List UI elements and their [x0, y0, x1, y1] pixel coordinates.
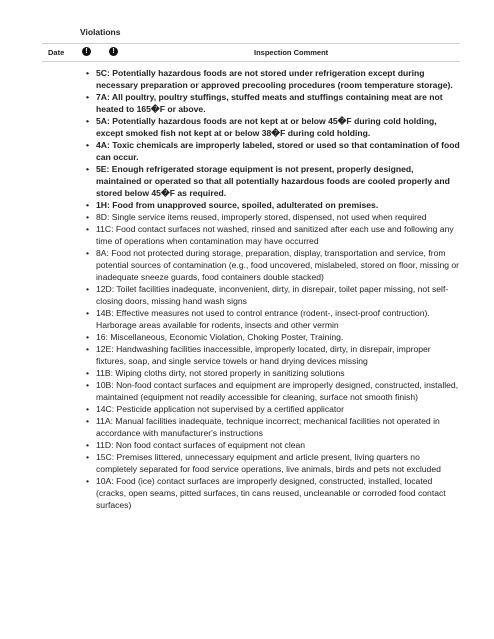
violation-item: • 16: Miscellaneous, Economic Violation, Choking Poster, Training.: [86, 331, 460, 343]
violation-item: • 1H: Food from unapproved source, spoiled, adulterated on premises.: [86, 199, 460, 211]
violation-item: • 11B: Wiping cloths dirty, not stored properly in sanitizing solutions: [86, 367, 460, 379]
violation-item: • 7A: All poultry, poultry stuffings, stuffed meats and stuffings containing meat are not heated to 165�F or above.: [86, 91, 460, 115]
violations-section-title: Violations: [80, 27, 121, 37]
violations-list: [86, 67, 460, 511]
violation-item: • 4A: Toxic chemicals are improperly labeled, stored or used so that contamination of food can occur.: [86, 139, 460, 163]
violation-item: • 8D: Single service items reused, improperly stored, dispensed, not used when required: [86, 211, 460, 223]
violation-item: • 5E: Enough refrigerated storage equipment is not present, properly designed, maintained or operated so that all potentially hazardous foods are cooled properly and stored below 45�F as required.: [86, 163, 460, 199]
violation-item: • 14B: Effective measures not used to control entrance (rodent-, insect-proof contruction). Harborage areas available for rodents, insects and other vermin: [86, 307, 460, 331]
violation-item: • 15C: Premises littered, unnecessary equipment and article present, living quarters no completely separated for food service operations, live animals, birds and pets not excluded: [86, 451, 460, 475]
violation-item: • 10B: Non-food contact surfaces and equipment are improperly designed, constructed, installed, maintained (equipment not readily accessible for cleaning, surface not smooth finish): [86, 379, 460, 403]
violation-item: • 8A: Food not protected during storage, preparation, display, transportation and service, from potential sources of contamination (e.g., food uncovered, mislabeled, stored on floor, missing or inadequate sneeze guards, food containers double stacked): [86, 247, 460, 283]
violation-item: • 12E: Handwashing facilities inaccessible, improperly located, dirty, in disrepair, improper fixtures, soap, and single service towels or hand drying devices missing: [86, 343, 460, 367]
inspection-comment-column-header: Inspection Comment: [254, 48, 329, 57]
violation-item: • 5A: Potentially hazardous foods are not kept at or below 45�F during cold holding, except smoked fish not kept at or below 38�F during cold holding.: [86, 115, 460, 139]
violation-item: • 11A: Manual facilities inadequate, technique incorrect; mechanical facilities not operated in accordance with manufacturer's instructions: [86, 415, 460, 439]
info-circle-icon: !: [82, 47, 91, 56]
violation-item: • 11D: Non food contact surfaces of equipment not clean: [86, 439, 460, 451]
violation-item: • 14C: Pesticide application not supervised by a certified applicator: [86, 403, 460, 415]
violations-table-header: [42, 43, 460, 62]
date-column-header: Date: [48, 48, 65, 57]
violation-item: • 5C: Potentially hazardous foods are not stored under refrigeration except during necessary preparation or approved precooling procedures (room temperature storage).: [86, 67, 460, 91]
violation-item: • 11C: Food contact surfaces not washed, rinsed and sanitized after each use and following any time of operations when contamination may have occurred: [86, 223, 460, 247]
violation-item: • 12D: Toilet facilities inadequate, inconvenient, dirty, in disrepair, toilet paper missing, not self-closing doors, missing hand wash signs: [86, 283, 460, 307]
violation-item: • 10A: Food (ice) contact surfaces are improperly designed, constructed, installed, located (cracks, open seams, pitted surfaces, tin cans reused, uncleanable or corroded food contact surfaces): [86, 475, 460, 511]
info-circle-icon: !: [109, 47, 118, 56]
